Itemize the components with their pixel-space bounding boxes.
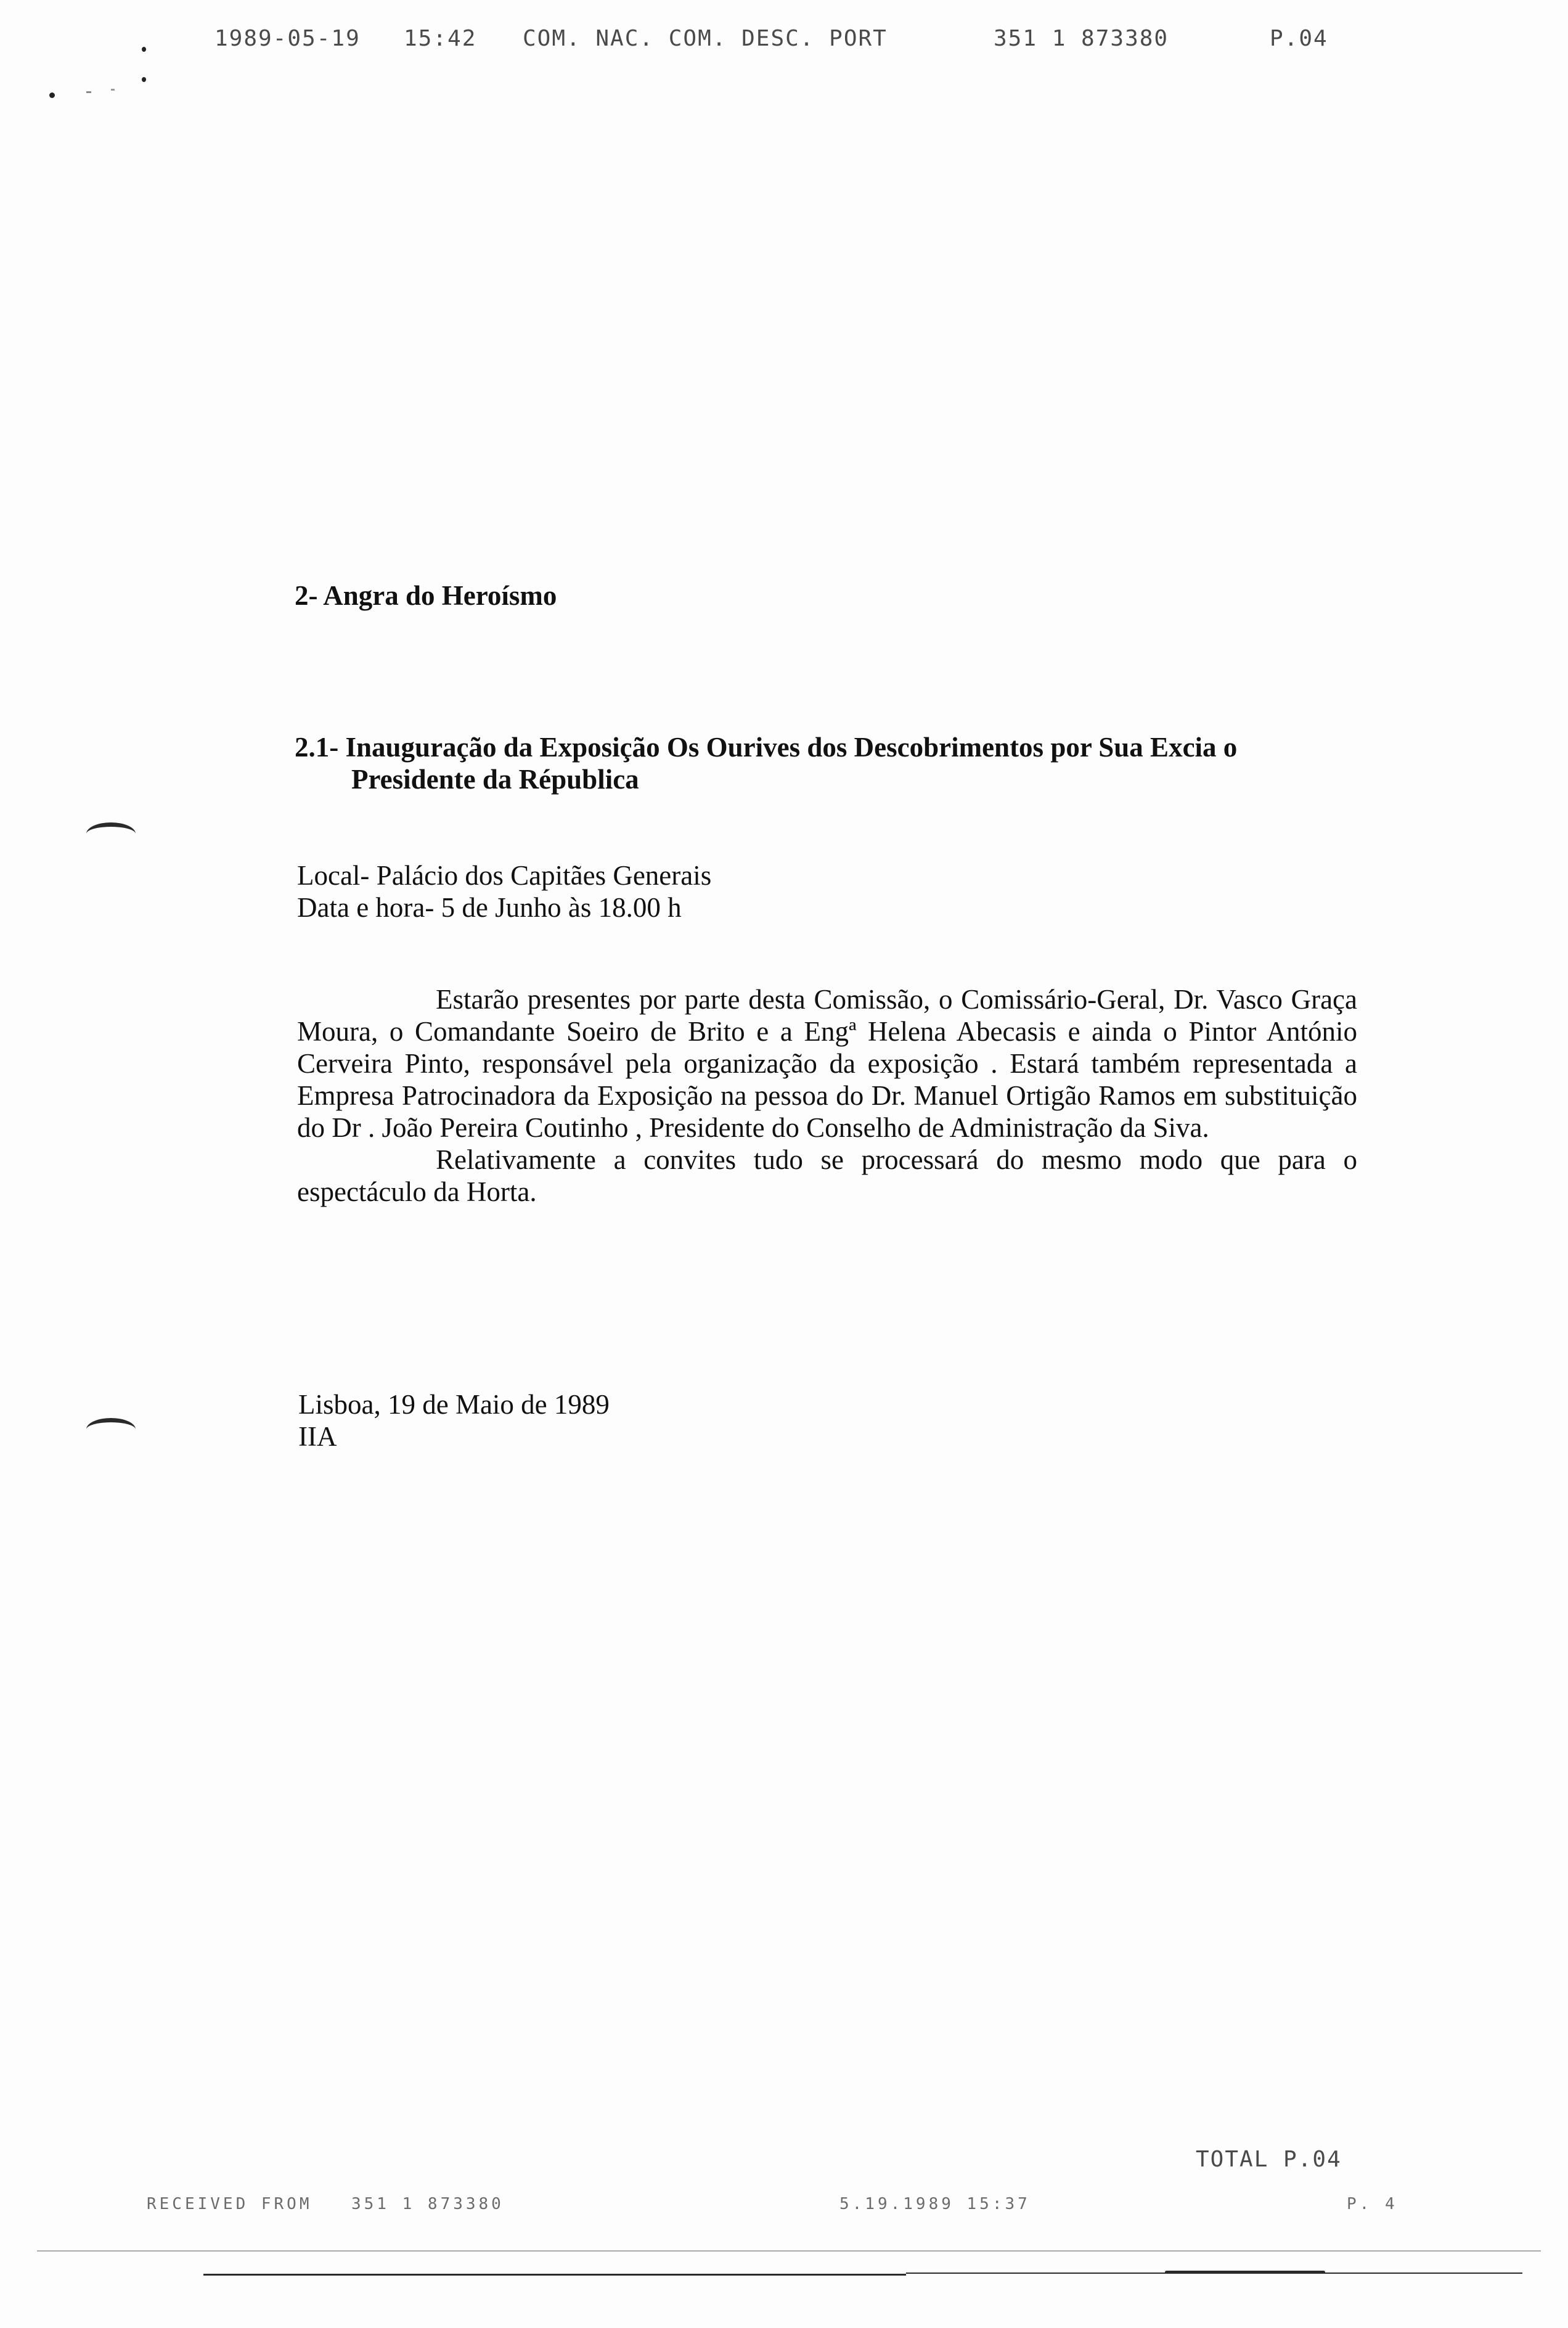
scan-edge-line: [37, 2250, 1541, 2252]
paragraph-invitations: Relativamente a convites tudo se processará do mesmo modo que para o espectáculo da Horta.: [297, 1144, 1357, 1207]
received-from-label: RECEIVED FROM: [147, 2195, 312, 2213]
fax-date: 1989-05-19: [214, 26, 361, 51]
scan-dash: [111, 89, 115, 91]
event-location: Local- Palácio dos Capitães Generais: [297, 860, 712, 891]
punch-mark: [86, 822, 136, 845]
punch-mark: [86, 1418, 136, 1441]
signature-initials: IIA: [298, 1421, 337, 1452]
scan-dot: [142, 77, 146, 82]
body-text: [297, 983, 1357, 1208]
received-datetime: 5.19.1989 15:37: [839, 2195, 1031, 2213]
fax-header: [0, 26, 1568, 63]
scan-edge-line: [1165, 2271, 1325, 2274]
fax-time: 15:42: [404, 26, 477, 51]
scan-edge-line: [203, 2274, 906, 2276]
received-phone: 351 1 873380: [351, 2195, 504, 2213]
scan-dash: [86, 91, 91, 93]
subsection-title-line2: Presidente da Républica: [351, 764, 639, 795]
fax-phone: 351 1 873380: [994, 26, 1169, 51]
fax-total: TOTAL P.04: [1196, 2147, 1342, 2172]
fax-sender: COM. NAC. COM. DESC. PORT: [523, 26, 888, 51]
section-heading: 2- Angra do Heroísmo: [295, 580, 557, 611]
fax-page: P.04: [1270, 26, 1328, 51]
scan-dot: [142, 47, 146, 52]
event-datetime: Data e hora- 5 de Junho às 18.00 h: [297, 892, 682, 923]
scan-dot: [49, 92, 55, 98]
signature-place-date: Lisboa, 19 de Maio de 1989: [298, 1389, 610, 1420]
received-page: P. 4: [1347, 2195, 1398, 2213]
subsection-title-line1: 2.1- Inauguração da Exposição Os Ourives dos Descobrimentos por Sua Excia o: [295, 732, 1238, 763]
paragraph-attendees: Estarão presentes por parte desta Comissão, o Comissário-Geral, Dr. Vasco Graça Moura, o Comandante Soeiro de Brito e a Engª Helena Abecasis e ainda o Pintor António Cerveira Pinto, responsável pela organização da exposição . Estará também representada a Empresa Patrocinadora da Exposição na pessoa do Dr. Manuel Ortigão Ramos em substituição do Dr . João Pereira Coutinho , Presidente do Conselho de Administração da Siva.: [297, 984, 1357, 1143]
